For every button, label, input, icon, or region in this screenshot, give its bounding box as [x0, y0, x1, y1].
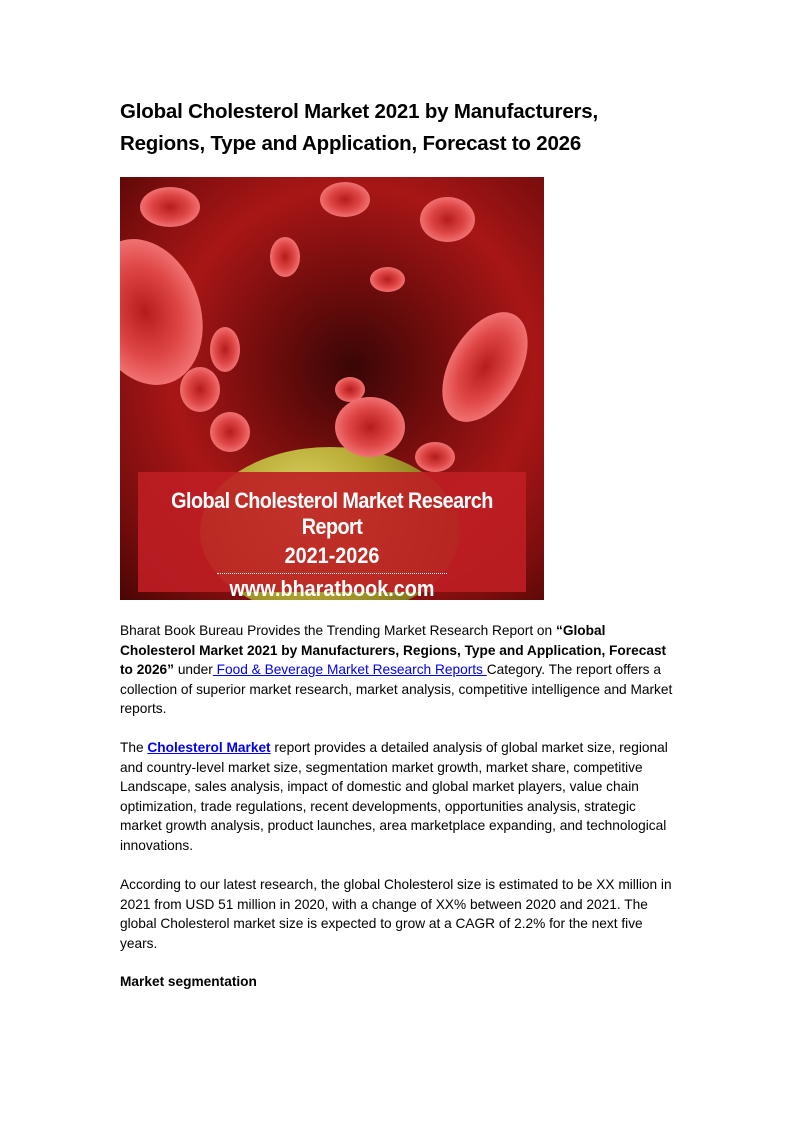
- banner-title: Global Cholesterol Market Research Report: [171, 488, 493, 539]
- blood-cell: [335, 397, 405, 457]
- blood-cell: [370, 267, 405, 292]
- blood-cell: [140, 187, 200, 227]
- blood-cell: [425, 298, 544, 437]
- under-text: under: [174, 662, 213, 677]
- hero-image: [120, 177, 544, 600]
- blood-cell: [210, 412, 250, 452]
- section-heading: Market segmentation: [120, 974, 257, 989]
- blood-cell: [320, 182, 370, 217]
- report-title-text: “Global Cholesterol Market 2021 by Manufacturers, Regions, Type and Application, Forecast to 2026”: [120, 623, 667, 677]
- description-paragraph: [120, 738, 680, 855]
- cholesterol-market-link[interactable]: [147, 740, 270, 755]
- blood-cell: [180, 367, 220, 412]
- blood-cell: [415, 442, 455, 472]
- banner-divider: [217, 573, 447, 574]
- blood-cell: [270, 237, 300, 277]
- research-paragraph: According to our latest research, the global Cholesterol size is estimated to be XX million in 2021 from USD 51 million in 2020, with a change of XX% between 2020 and 2021. The global Cholesterol market size is expected to grow at a CAGR of 2.2% for the next five years.: [120, 877, 672, 951]
- intro-rest-text: Category. The report offers a collection of superior market research, market analysis, competitive intelligence and Market reports.: [120, 662, 673, 716]
- blood-cell: [210, 327, 240, 372]
- intro-paragraph: [120, 621, 680, 719]
- the-text: The: [120, 740, 148, 755]
- intro-text: Bharat Book Bureau Provides the Trending Market Research Report on: [120, 623, 556, 638]
- banner-url: www.bharatbook.com: [229, 576, 435, 600]
- banner-years: 2021-2026: [284, 543, 380, 568]
- report-banner: [138, 472, 526, 600]
- blood-cell: [420, 197, 475, 242]
- description-rest-text: report provides a detailed analysis of global market size, regional and country-level market size, segmentation market growth, market share, competitive Landscape, sales analysis, impact of domestic and global market players, value chain optimization, trade regulations, recent developments, opportunities analysis, strategic market growth analysis, product launches, area marketplace expanding, and technological innovations.: [120, 740, 668, 853]
- category-link[interactable]: Food & Beverage Market Research Reports: [212, 662, 487, 677]
- cholesterol-market-link-text[interactable]: Cholesterol Market: [147, 740, 271, 755]
- page-title: Global Cholesterol Market 2021 by Manufacturers, Regions, Type and Application, Forecast to 2026: [120, 100, 598, 155]
